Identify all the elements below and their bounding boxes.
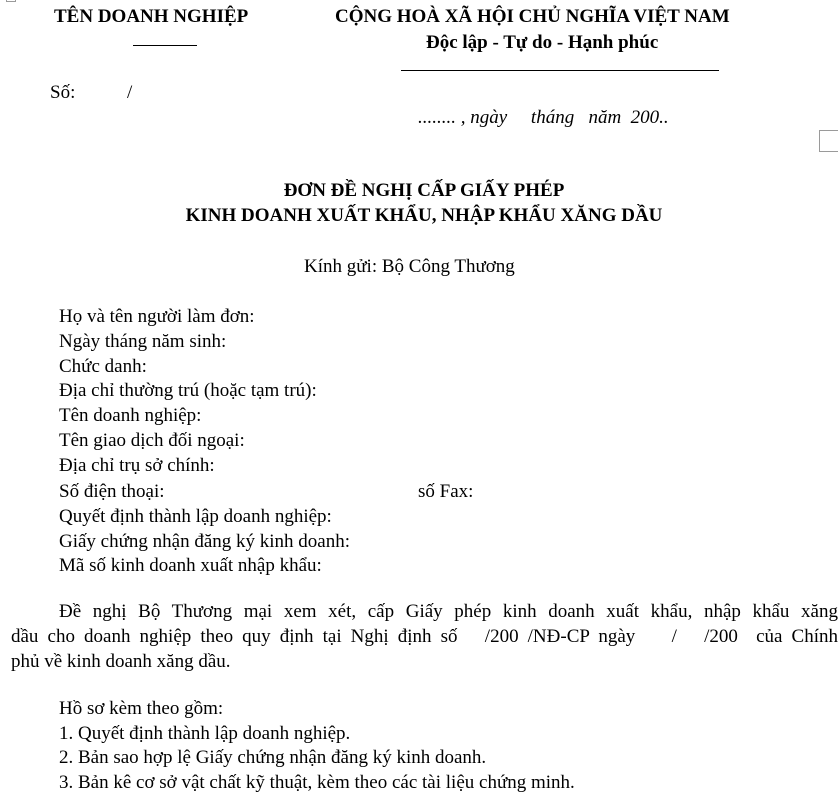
margin-box-marker bbox=[819, 130, 838, 152]
field-business-certificate: Giấy chứng nhận đăng ký kinh doanh: bbox=[59, 531, 351, 552]
field-phone: Số điện thoại: bbox=[59, 481, 165, 502]
field-fax: số Fax: bbox=[418, 481, 474, 502]
field-import-export-code: Mã số kinh doanh xuất nhập khẩu: bbox=[59, 555, 322, 576]
request-paragraph-line2: dầu cho doanh nghiệp theo quy định tại Nghị định số /200 /NĐ-CP ngày / /200 của Chính bbox=[11, 626, 838, 647]
document-title-line2: KINH DOANH XUẤT KHẨU, NHẬP KHẨU XĂNG DẦU bbox=[185, 205, 663, 226]
page-corner-mark bbox=[6, 0, 16, 2]
date-line: ........ , ngày tháng năm 200.. bbox=[418, 107, 669, 128]
field-establishment-decision: Quyết định thành lập doanh nghiệp: bbox=[59, 506, 332, 527]
field-trade-name: Tên giao dịch đối ngoại: bbox=[59, 430, 245, 451]
motto-heading: Độc lập - Tự do - Hạnh phúc bbox=[426, 32, 659, 53]
motto-underline bbox=[401, 70, 719, 71]
attachments-heading: Hồ sơ kèm theo gồm: bbox=[59, 698, 224, 719]
field-position: Chức danh: bbox=[59, 356, 147, 377]
field-birth-date: Ngày tháng năm sinh: bbox=[59, 331, 227, 352]
company-name-heading: TÊN DOANH NGHIỆP bbox=[54, 6, 249, 27]
field-applicant-name: Họ và tên người làm đơn: bbox=[59, 306, 255, 327]
addressee: Kính gửi: Bộ Công Thương bbox=[304, 256, 515, 277]
country-heading: CỘNG HOÀ XÃ HỘI CHỦ NGHĨA VIỆT NAM bbox=[335, 6, 730, 27]
attachment-item: 2. Bản sao hợp lệ Giấy chứng nhận đăng ký kinh doanh. bbox=[59, 747, 487, 768]
request-paragraph-line3: phủ về kinh doanh xăng dầu. bbox=[11, 651, 231, 672]
request-paragraph-line1: Đề nghị Bộ Thương mại xem xét, cấp Giấy phép kinh doanh xuất khẩu, nhập khẩu xăng bbox=[59, 601, 838, 622]
document-title-line1: ĐƠN ĐỀ NGHỊ CẤP GIẤY PHÉP bbox=[283, 180, 565, 201]
field-company-name: Tên doanh nghiệp: bbox=[59, 405, 202, 426]
field-address: Địa chỉ thường trú (hoặc tạm trú): bbox=[59, 380, 317, 401]
company-underline bbox=[133, 45, 197, 46]
field-head-office: Địa chỉ trụ sở chính: bbox=[59, 455, 215, 476]
document-number-separator: / bbox=[127, 82, 133, 103]
document-number-label: Số: bbox=[50, 82, 76, 103]
attachment-item: 1. Quyết định thành lập doanh nghiệp. bbox=[59, 723, 351, 744]
attachment-item: 3. Bản kê cơ sở vật chất kỹ thuật, kèm theo các tài liệu chứng minh. bbox=[59, 772, 575, 793]
